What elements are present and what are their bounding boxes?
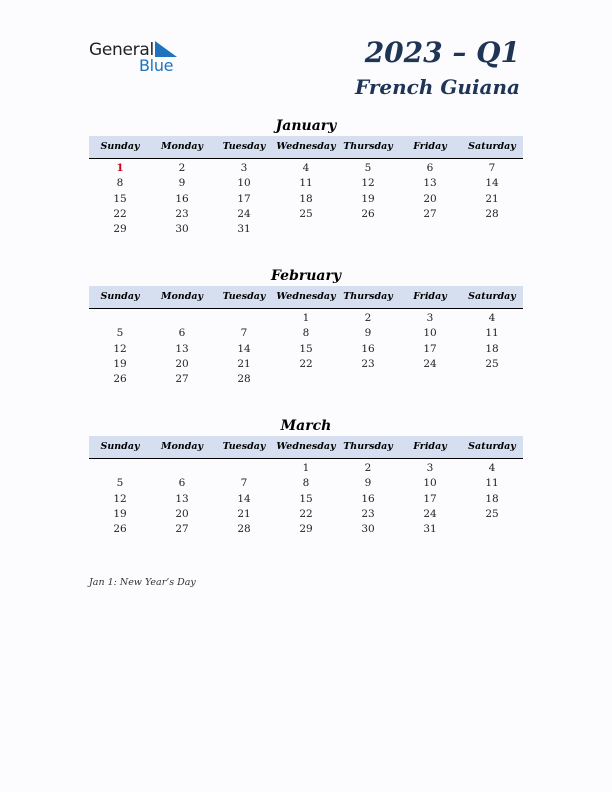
holiday-note: Jan 1: New Year’s Day	[89, 577, 196, 588]
empty-day-cell	[213, 461, 275, 476]
day-cell: 19	[113, 357, 127, 370]
day-cell: 26	[113, 523, 127, 536]
calendar-grid	[89, 461, 523, 537]
day-cell: 26	[361, 207, 375, 220]
weekday-label: Thursday	[343, 441, 393, 452]
day-cell: 30	[361, 523, 375, 536]
weekday-header	[89, 286, 523, 309]
week-row	[89, 222, 523, 237]
day-cell: 4	[302, 162, 310, 174]
day-cell: 29	[113, 223, 127, 236]
week-row	[89, 326, 523, 341]
day-cell: 28	[485, 207, 499, 220]
day-cell: 20	[175, 357, 189, 370]
day-cell: 12	[361, 177, 375, 190]
week-row	[89, 476, 523, 491]
day-cell: 8	[302, 477, 310, 490]
day-cell: 7	[488, 162, 496, 174]
day-cell: 18	[299, 192, 313, 205]
page-title: 2023 – Q1	[364, 36, 520, 69]
day-cell: 6	[178, 327, 186, 340]
weekday-label: Saturday	[468, 441, 516, 452]
weekday-label: Sunday	[100, 141, 140, 152]
week-row	[89, 192, 523, 207]
weekday-header	[89, 136, 523, 159]
month-march	[89, 416, 523, 537]
generalblue-logo	[89, 40, 189, 76]
day-cell: 17	[423, 342, 437, 355]
week-row	[89, 461, 523, 476]
day-cell: 5	[116, 477, 124, 490]
weekday-label: Monday	[160, 141, 204, 152]
weekday-label: Tuesday	[222, 141, 266, 152]
empty-day-cell	[89, 461, 151, 476]
day-cell: 11	[485, 327, 499, 340]
month-title: February	[270, 268, 341, 284]
day-cell: 15	[299, 342, 313, 355]
day-cell: 9	[364, 327, 372, 340]
empty-day-cell	[461, 372, 523, 387]
week-row	[89, 342, 523, 357]
month-title: January	[275, 118, 337, 134]
day-cell: 18	[485, 342, 499, 355]
day-cell: 25	[299, 207, 313, 220]
week-row	[89, 507, 523, 522]
week-row	[89, 357, 523, 372]
day-cell: 29	[299, 523, 313, 536]
day-cell: 3	[240, 162, 248, 174]
day-cell: 13	[423, 177, 437, 190]
day-cell: 12	[113, 342, 127, 355]
day-cell: 1	[302, 312, 310, 324]
day-cell: 25	[485, 357, 499, 370]
page-subtitle: French Guiana	[354, 75, 520, 99]
weekday-label: Friday	[413, 291, 447, 302]
weekday-label: Sunday	[100, 291, 140, 302]
weekday-label: Sunday	[100, 441, 140, 452]
weekday-label: Thursday	[343, 291, 393, 302]
weekday-label: Saturday	[468, 141, 516, 152]
weekday-label: Monday	[160, 291, 204, 302]
day-cell: 14	[237, 492, 251, 505]
empty-day-cell	[399, 372, 461, 387]
day-cell: 6	[178, 477, 186, 490]
week-row	[89, 492, 523, 507]
day-cell: 13	[175, 492, 189, 505]
day-cell: 16	[361, 492, 375, 505]
day-cell: 16	[361, 342, 375, 355]
weekday-label: Wednesday	[276, 291, 336, 302]
day-cell: 5	[364, 162, 372, 174]
month-february	[89, 266, 523, 387]
day-cell: 4	[488, 312, 496, 324]
day-cell: 10	[423, 477, 437, 490]
week-row	[89, 372, 523, 387]
day-cell: 26	[113, 373, 127, 386]
empty-day-cell	[461, 222, 523, 237]
day-cell: 24	[423, 507, 437, 520]
day-cell: 7	[240, 477, 248, 490]
month-january	[89, 116, 523, 237]
weekday-label: Wednesday	[276, 141, 336, 152]
day-cell: 9	[364, 477, 372, 490]
day-cell: 23	[361, 357, 375, 370]
day-cell: 21	[237, 507, 251, 520]
empty-day-cell	[213, 311, 275, 326]
day-cell: 10	[423, 327, 437, 340]
day-cell: 13	[175, 342, 189, 355]
week-row	[89, 311, 523, 326]
month-title: March	[280, 418, 332, 434]
day-cell: 23	[361, 507, 375, 520]
day-cell: 20	[175, 507, 189, 520]
week-row	[89, 161, 523, 176]
day-cell: 8	[116, 177, 124, 190]
day-cell: 12	[113, 492, 127, 505]
day-cell: 14	[237, 342, 251, 355]
day-cell: 7	[240, 327, 248, 340]
weekday-label: Tuesday	[222, 441, 266, 452]
weekday-label: Friday	[413, 441, 447, 452]
logo-text-blue: Blue	[139, 56, 174, 75]
weekday-label: Friday	[413, 141, 447, 152]
day-cell: 27	[175, 523, 189, 536]
day-cell: 23	[175, 207, 189, 220]
logo-text-general: General	[89, 40, 154, 60]
day-cell: 19	[113, 507, 127, 520]
weekday-header	[89, 436, 523, 459]
calendar-grid	[89, 311, 523, 387]
day-cell: 10	[237, 177, 251, 190]
day-cell: 17	[237, 192, 251, 205]
day-cell: 20	[423, 192, 437, 205]
day-cell: 24	[423, 357, 437, 370]
empty-day-cell	[151, 311, 213, 326]
day-cell: 21	[237, 357, 251, 370]
day-cell: 2	[364, 312, 372, 324]
week-row	[89, 207, 523, 222]
empty-day-cell	[337, 372, 399, 387]
day-cell: 3	[426, 312, 434, 324]
day-cell: 15	[299, 492, 313, 505]
weekday-label: Wednesday	[276, 441, 336, 452]
day-cell: 5	[116, 327, 124, 340]
week-row	[89, 176, 523, 191]
day-cell: 8	[302, 327, 310, 340]
logo-triangle-icon	[155, 41, 177, 57]
empty-day-cell	[461, 522, 523, 537]
day-cell: 30	[175, 223, 189, 236]
weekday-label: Saturday	[468, 291, 516, 302]
weekday-label: Thursday	[343, 141, 393, 152]
day-cell: 27	[423, 207, 437, 220]
empty-day-cell	[89, 311, 151, 326]
day-cell: 11	[299, 177, 313, 190]
day-cell: 22	[299, 357, 313, 370]
day-cell: 2	[178, 162, 186, 174]
day-cell: 28	[237, 373, 251, 386]
empty-day-cell	[399, 222, 461, 237]
day-cell: 15	[113, 192, 127, 205]
day-cell: 4	[488, 462, 496, 474]
day-cell: 1	[302, 462, 310, 474]
weekday-label: Monday	[160, 441, 204, 452]
weekday-label: Tuesday	[222, 291, 266, 302]
day-cell: 24	[237, 207, 251, 220]
empty-day-cell	[275, 372, 337, 387]
day-cell: 6	[426, 162, 434, 174]
calendar-grid	[89, 161, 523, 237]
day-cell: 27	[175, 373, 189, 386]
day-cell: 31	[423, 523, 437, 536]
empty-day-cell	[337, 222, 399, 237]
day-cell: 25	[485, 507, 499, 520]
empty-day-cell	[275, 222, 337, 237]
day-cell: 21	[485, 192, 499, 205]
week-row	[89, 522, 523, 537]
day-cell: 17	[423, 492, 437, 505]
empty-day-cell	[151, 461, 213, 476]
day-cell: 16	[175, 192, 189, 205]
day-cell: 22	[299, 507, 313, 520]
day-cell: 31	[237, 223, 251, 236]
day-cell: 19	[361, 192, 375, 205]
day-cell: 28	[237, 523, 251, 536]
day-cell: 9	[178, 177, 186, 190]
day-cell: 18	[485, 492, 499, 505]
day-cell: 14	[485, 177, 499, 190]
day-cell: 3	[426, 462, 434, 474]
day-cell: 2	[364, 462, 372, 474]
day-cell: 22	[113, 207, 127, 220]
day-cell: 11	[485, 477, 499, 490]
holiday-day-cell: 1	[116, 162, 124, 174]
